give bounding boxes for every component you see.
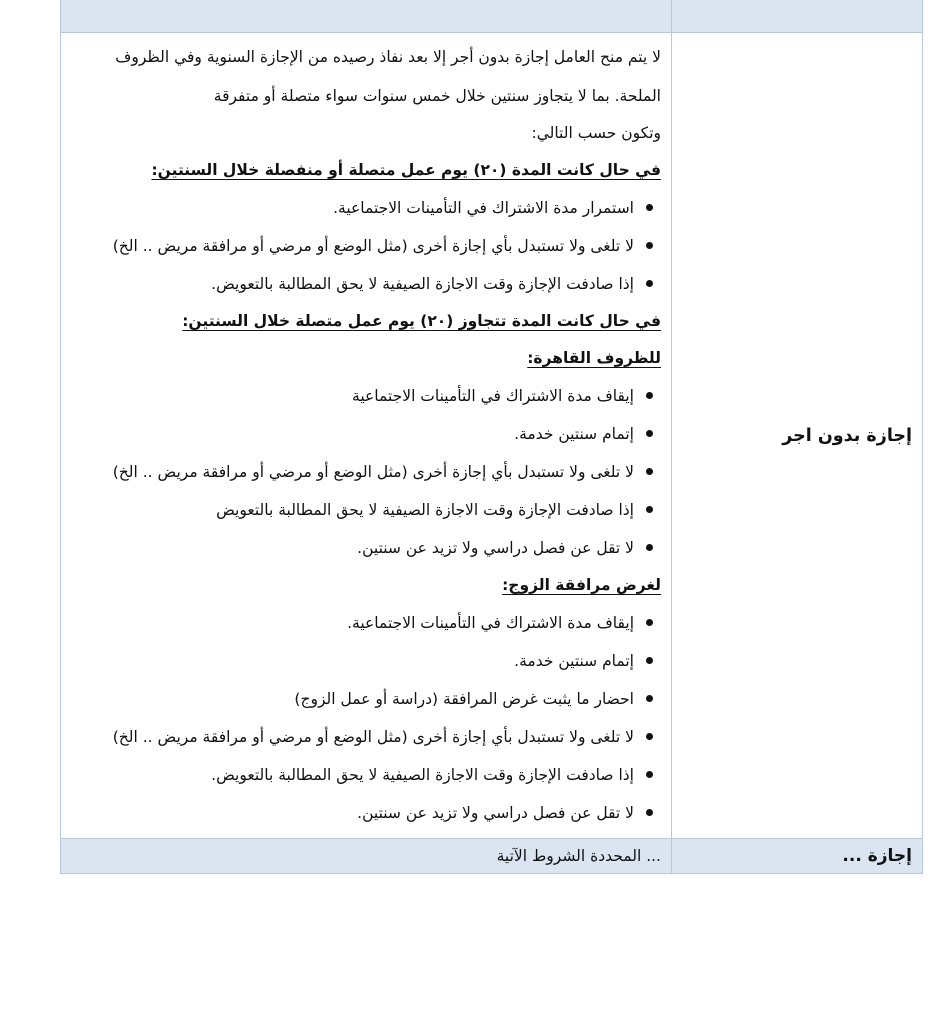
list-item: إذا صادفت الإجازة وقت الاجازة الصيفية لا يحق المطالبة بالتعويض. (69, 756, 634, 794)
next-leave-description-cell (61, 839, 672, 874)
table-row (61, 33, 923, 839)
list-item: إذا صادفت الإجازة وقت الاجازة الصيفية لا يحق المطالبة بالتعويض. (69, 265, 634, 303)
header-cell-desc (61, 0, 672, 33)
list-item: احضار ما يثبت غرض المرافقة (دراسة أو عمل الزوج) (69, 680, 634, 718)
list-item: لا تلغى ولا تستبدل بأي إجازة أخرى (مثل الوضع أو مرضي أو مرافقة مريض .. الخ) (69, 227, 634, 265)
intro-paragraph: لا يتم منح العامل إجازة بدون أجر إلا بعد نفاذ رصيده من الإجازة السنوية وفي الظروف الملحة. بما لا يتجاوز سنتين خلال خمس سنوات سواء متصلة أو متفرقة (115, 48, 661, 105)
next-leave-type-label: إجازة ... (842, 846, 912, 866)
list-item: لا تقل عن فصل دراسي ولا تزيد عن سنتين. (69, 529, 634, 567)
header-cell-type (672, 0, 923, 33)
leave-type-cell (672, 33, 923, 839)
list-item: إتمام سنتين خدمة. (69, 642, 634, 680)
list-item: استمرار مدة الاشتراك في التأمينات الاجتماعية. (69, 189, 634, 227)
list-item: إيقاف مدة الاشتراك في التأمينات الاجتماعية (69, 377, 634, 415)
case2-heading: في حال كانت المدة تتجاوز (٢٠) يوم عمل متصلة خلال السنتين: (182, 312, 661, 330)
leave-type-label: إجازة بدون اجر (782, 425, 912, 446)
table-header-row (61, 0, 923, 33)
table-row-next (61, 839, 923, 874)
spouse-heading: لغرض مرافقة الزوج: (502, 576, 661, 594)
case1-heading: في حال كانت المدة (٢٠) يوم عمل متصلة أو منفصلة خلال السنتين: (151, 161, 661, 179)
force-majeure-heading: للظروف القاهرة: (527, 349, 661, 367)
list-item: لا تقل عن فصل دراسي ولا تزيد عن سنتين. (69, 794, 634, 832)
leave-description-cell (61, 33, 672, 839)
force-majeure-list (69, 377, 661, 567)
list-item: إذا صادفت الإجازة وقت الاجازة الصيفية لا يحق المطالبة بالتعويض (69, 491, 634, 529)
list-item: لا تلغى ولا تستبدل بأي إجازة أخرى (مثل الوضع أو مرضي أو مرافقة مريض .. الخ) (69, 718, 634, 756)
spouse-list (69, 604, 661, 832)
next-leave-type-cell (672, 839, 923, 874)
according-line: وتكون حسب التالي: (531, 124, 661, 142)
list-item: لا تلغى ولا تستبدل بأي إجازة أخرى (مثل الوضع أو مرضي أو مرافقة مريض .. الخ) (69, 453, 634, 491)
next-leave-description: ... المحددة الشروط الآتية (496, 847, 661, 865)
case1-list (69, 189, 661, 303)
leave-policy-table (60, 0, 923, 874)
list-item: إتمام سنتين خدمة. (69, 415, 634, 453)
list-item: إيقاف مدة الاشتراك في التأمينات الاجتماعية. (69, 604, 634, 642)
